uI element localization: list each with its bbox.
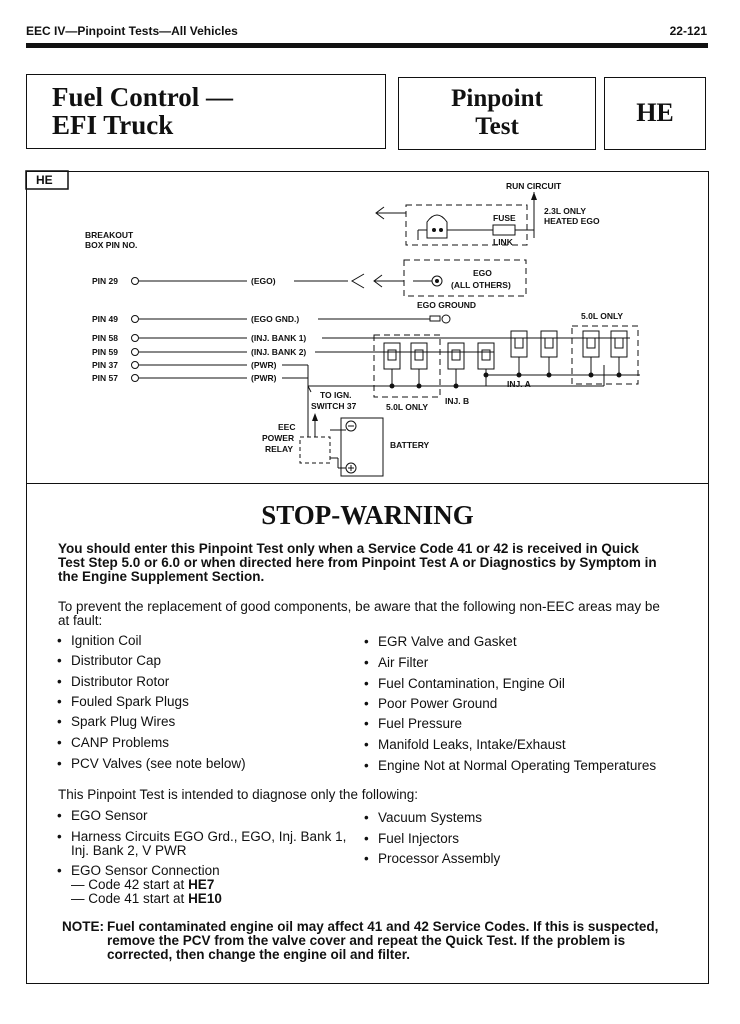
list-item: • EGO Sensor Connection xyxy=(71,864,220,878)
list-item: • Fuel Contamination, Engine Oil xyxy=(378,677,565,691)
code-42-text: — Code 42 start at xyxy=(71,877,189,892)
ego-ground-label: EGO GROUND xyxy=(417,300,477,310)
run-circuit-label: RUN CIRCUIT xyxy=(506,181,562,191)
pin-59 xyxy=(92,347,494,357)
five-liter-left-label: 5.0L ONLY xyxy=(386,402,429,412)
list-item-line-2: Inj. Bank 2, V PWR xyxy=(71,843,187,858)
injector-a-label: INJ. A xyxy=(507,379,531,389)
svg-text:(INJ. BANK 2): (INJ. BANK 2) xyxy=(251,347,307,357)
list-item: • Processor Assembly xyxy=(378,852,500,866)
injector-b-label: INJ. B xyxy=(445,396,470,406)
code-42-link: HE7 xyxy=(188,877,215,892)
code-41-ref xyxy=(71,892,222,906)
svg-text:(PWR): (PWR) xyxy=(251,360,277,370)
svg-text:PIN 37: PIN 37 xyxy=(92,360,118,370)
warning-title: STOP-WARNING xyxy=(261,500,474,530)
pinpoint-line-2: Test xyxy=(475,113,519,140)
code-41-link: HE10 xyxy=(188,891,222,906)
running-header: EEC IV—Pinpoint Tests—All Vehicles xyxy=(26,24,238,38)
svg-text:(EGO GND.): (EGO GND.) xyxy=(251,314,300,324)
note-line-2: remove the PCV from the valve cover and repeat the Quick Test. If the problem is xyxy=(107,933,626,948)
injector xyxy=(611,331,627,357)
list-item: • Fuel Pressure xyxy=(378,717,462,731)
list-item: • Poor Power Ground xyxy=(378,697,497,711)
breakout-label-2: BOX PIN NO. xyxy=(85,240,138,250)
pin-37 xyxy=(92,360,308,370)
warning-intro: You should enter this Pinpoint Test only when a Service Code 41 or 42 is received in Quick Test Step 5.0 or 6.0 or when directed here from Pinpoint Test A or Diagnostics by Symptom in the Engine Supplement Section. xyxy=(58,541,657,584)
list-item: • CANP Problems xyxy=(71,736,169,750)
wiring-diagram xyxy=(0,0,740,490)
five-liter-right-label: 5.0L ONLY xyxy=(581,311,624,321)
pinpoint-line-1: Pinpoint xyxy=(451,85,543,112)
list-item: • Fouled Spark Plugs xyxy=(71,695,189,709)
svg-text:PIN 59: PIN 59 xyxy=(92,347,118,357)
list-item: • Fuel Injectors xyxy=(378,832,459,846)
list-item: • Vacuum Systems xyxy=(378,811,482,825)
title-line-2: EFI Truck xyxy=(52,110,174,140)
svg-text:(EGO): (EGO) xyxy=(251,276,276,286)
injector xyxy=(478,343,494,369)
warning-prevent: To prevent the replacement of good components, be aware that the following non-EEC areas may be at fault: xyxy=(58,599,660,628)
page-number: 22-121 xyxy=(669,24,707,38)
list-item: • Ignition Coil xyxy=(71,634,142,648)
note-label: NOTE: xyxy=(62,919,104,934)
pin-49 xyxy=(92,314,430,324)
list-item-line-1: • Harness Circuits EGO Grd., EGO, Inj. Bank 1, xyxy=(71,829,347,844)
ego-box-label-1: EGO xyxy=(473,268,492,278)
svg-text:PIN 57: PIN 57 xyxy=(92,373,118,383)
breakout-label-1: BREAKOUT xyxy=(85,230,134,240)
heated-ego-label-2: HEATED EGO xyxy=(544,216,600,226)
test-code-box: HE xyxy=(604,77,706,150)
fuse-label: FUSE xyxy=(493,213,516,223)
title-line-1: Fuel Control — xyxy=(52,82,233,112)
svg-text:PIN 58: PIN 58 xyxy=(92,333,118,343)
injector xyxy=(411,343,427,369)
list-item: • Engine Not at Normal Operating Temperatures xyxy=(378,759,656,773)
list-item: • Spark Plug Wires xyxy=(71,715,175,729)
ego-box-label-2: (ALL OTHERS) xyxy=(451,280,511,290)
ign-switch-label-2: SWITCH 37 xyxy=(311,401,357,411)
note-text xyxy=(107,920,687,962)
note-line-3: corrected, then change the engine oil and filter. xyxy=(107,947,411,962)
svg-text:PIN 49: PIN 49 xyxy=(92,314,118,324)
diagnose-intro: This Pinpoint Test is intended to diagnose only the following: xyxy=(58,787,418,802)
list-item xyxy=(71,830,346,858)
pin-29 xyxy=(92,274,364,288)
battery-label: BATTERY xyxy=(390,440,430,450)
code-41-text: — Code 41 start at xyxy=(71,891,189,906)
code-42-ref xyxy=(71,878,214,892)
list-item: • Distributor Rotor xyxy=(71,675,169,689)
svg-text:PIN 29: PIN 29 xyxy=(92,276,118,286)
list-item: • Distributor Cap xyxy=(71,654,161,668)
svg-text:(INJ. BANK 1): (INJ. BANK 1) xyxy=(251,333,307,343)
list-item: • EGR Valve and Gasket xyxy=(378,635,517,649)
eec-relay-label-2: POWER xyxy=(262,433,295,443)
list-item: • EGO Sensor xyxy=(71,809,148,823)
eec-relay-label-3: RELAY xyxy=(265,444,294,454)
list-item: • Manifold Leaks, Intake/Exhaust xyxy=(378,738,566,752)
list-item: • Air Filter xyxy=(378,656,428,670)
injector xyxy=(511,331,527,357)
injector xyxy=(448,343,464,369)
note-line-1: Fuel contaminated engine oil may affect 41 and 42 Service Codes. If this is suspected, xyxy=(107,919,659,934)
eec-relay-label-1: EEC xyxy=(278,422,296,432)
injector xyxy=(541,331,557,357)
link-label: LINK xyxy=(493,237,513,247)
injector xyxy=(384,343,400,369)
heated-ego-label-1: 2.3L ONLY xyxy=(544,206,587,216)
injector xyxy=(583,331,599,357)
pin-57 xyxy=(92,373,308,383)
svg-text:(PWR): (PWR) xyxy=(251,373,277,383)
ign-switch-label-1: TO IGN. xyxy=(320,390,352,400)
diagram-tag: HE xyxy=(36,173,53,187)
list-item: • PCV Valves (see note below) xyxy=(71,757,246,771)
